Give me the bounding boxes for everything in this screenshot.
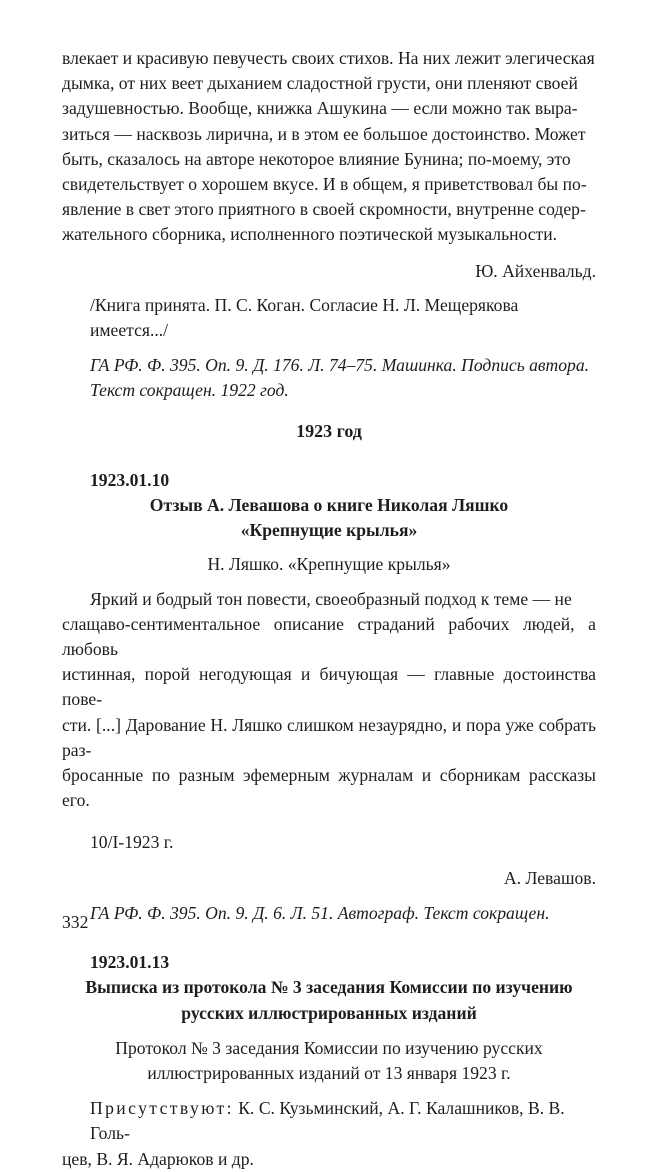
signature-1: Ю. Айхенвальд. <box>475 260 596 281</box>
archive-ref-1 <box>62 353 596 403</box>
subtitle-line: Протокол № 3 заседания Комиссии по изучению русских <box>115 1037 543 1058</box>
title-line: русских иллюстрированных изданий <box>181 1002 477 1023</box>
doc-1-title <box>62 493 596 543</box>
present-names: К. С. Кузьминский, А. Г. Калашников, В. В. Голь- <box>90 1098 565 1144</box>
text-line: дымка, от них веет дыханием сладостной грусти, они пленяют своей <box>62 73 578 94</box>
text-line: зиться — насквозь лирична, и в этом ее большое достоинство. Может <box>62 123 586 144</box>
top-paragraph <box>62 46 596 248</box>
note-1: /Книга принята. П. С. Коган. Согласие Н. Л. Мещерякова имеется.../ <box>90 294 519 341</box>
present-line: цев, В. Я. Адарюков и др. <box>62 1148 254 1169</box>
title-line: «Крепнущие крылья» <box>240 520 418 541</box>
title-line: Выписка из протокола № 3 заседания Комиссии по изучению <box>85 977 573 998</box>
doc-2-present <box>62 1096 596 1172</box>
text-line: жательного сборника, исполненного поэтической музыкальности. <box>62 224 558 245</box>
text-line: бросанные по разным эфемерным журналам и сборникам рассказы его. <box>62 765 596 811</box>
text-line: Яркий и бодрый тон повести, своеобразный подход к теме — не <box>90 588 572 609</box>
text-line: слащаво-сентиментальное описание страданий рабочих людей, а любовь <box>62 613 596 660</box>
archive-line: Текст сокращен. 1922 год. <box>90 380 289 401</box>
present-label: Присутствуют: <box>90 1098 234 1119</box>
doc-1-archive-ref: ГА РФ. Ф. 395. Оп. 9. Д. 6. Л. 51. Автограф. Текст сокращен. <box>90 902 550 923</box>
text-line: истинная, порой негодующая и бичующая — главные достоинства пове- <box>62 664 596 710</box>
present-line <box>62 1096 596 1146</box>
doc-1-body <box>62 587 596 814</box>
doc-1-signature: А. Левашов. <box>503 867 596 888</box>
text-line: явление в свет этого приятного в своей скромности, внутренне содер- <box>62 199 586 220</box>
doc-1-number: 1923.01.10 <box>90 469 170 490</box>
year-heading: 1923 год <box>296 420 362 441</box>
doc-2-number: 1923.01.13 <box>90 952 170 973</box>
title-line: Отзыв А. Левашова о книге Николая Ляшко <box>149 495 509 516</box>
page-number: 332 <box>62 912 89 932</box>
text-line: сти. [...] Дарование Н. Ляшко слишком незаурядно, и пора уже собрать раз- <box>62 714 596 760</box>
text-line: влекает и красивую певучесть своих стихов. На них лежит элегическая <box>62 48 595 68</box>
doc-2-title <box>62 975 596 1025</box>
text-line: свидетельствует о хорошем вкусе. И в общем, я приветствовал бы по- <box>62 174 587 195</box>
doc-1-subtitle: Н. Ляшко. «Крепнущие крылья» <box>207 554 451 575</box>
subtitle-line: иллюстрированных изданий от 13 января 1923 г. <box>147 1062 511 1083</box>
page-body <box>62 46 596 1172</box>
text-line: быть, сказалось на авторе некоторое влияние Бунина; по-моему, это <box>62 148 571 169</box>
doc-1-date: 10/I-1923 г. <box>90 832 174 853</box>
text-line: задушевностью. Вообще, книжка Ашукина — если можно так выра- <box>62 98 578 119</box>
archive-line: ГА РФ. Ф. 395. Оп. 9. Д. 176. Л. 74–75. Машинка. Подпись автора. <box>90 355 590 376</box>
doc-2-subtitle <box>62 1036 596 1086</box>
